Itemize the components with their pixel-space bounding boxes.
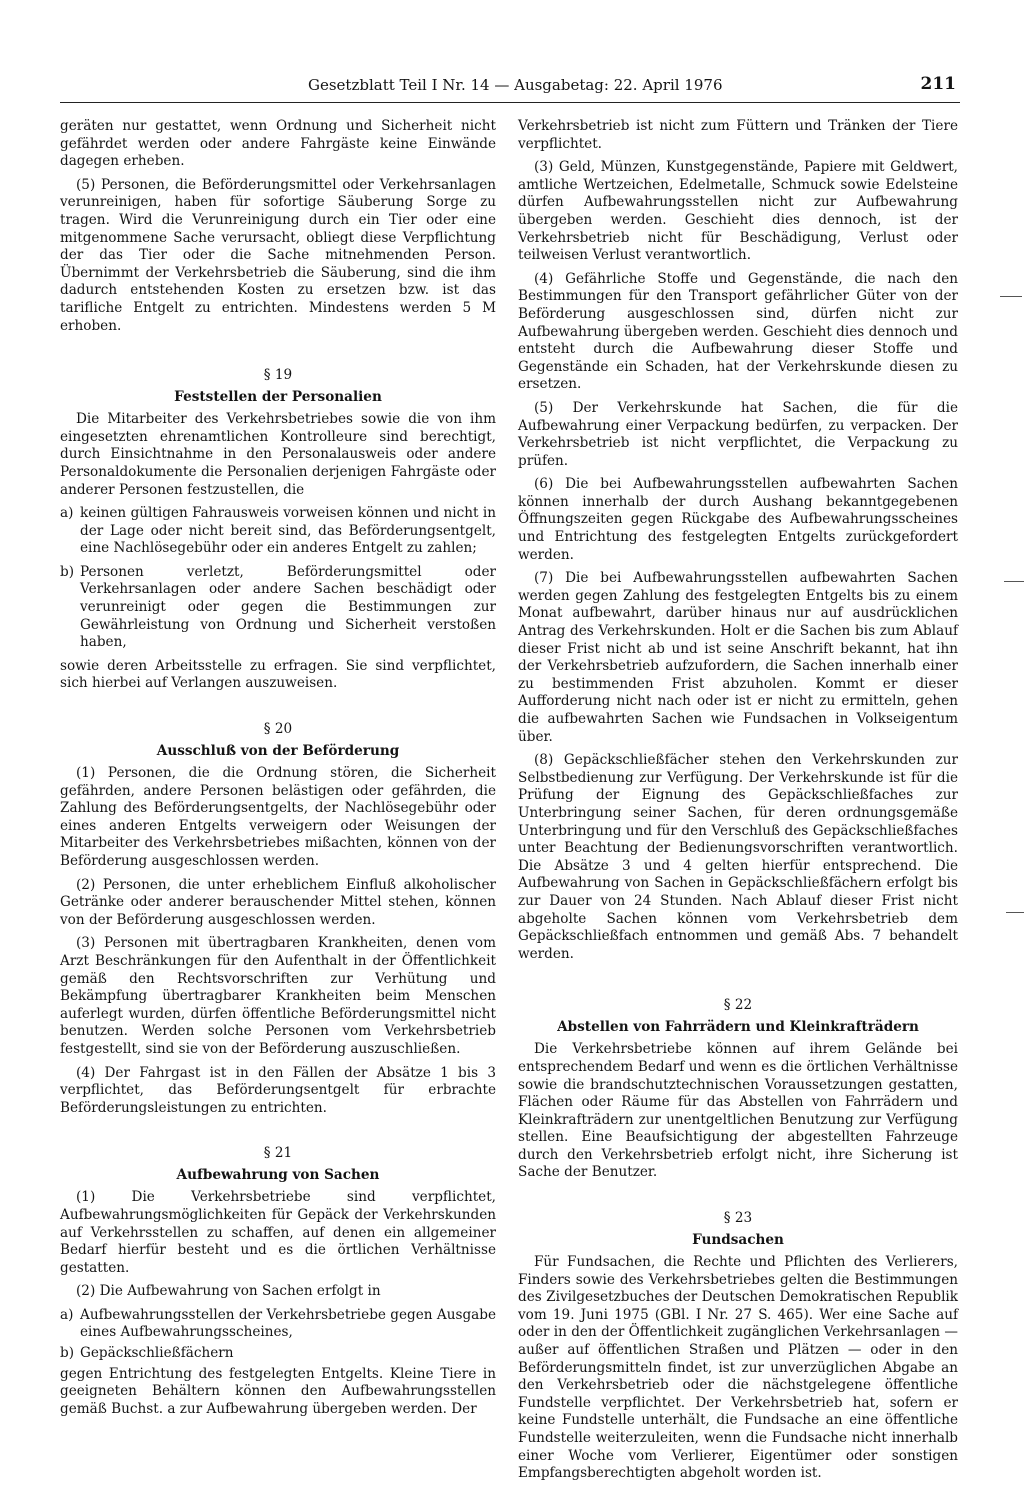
section-heading: Fundsachen (692, 1232, 784, 1249)
paragraph: Die Mitarbeiter des Verkehrsbetriebes sowie die von ihm eingesetzten ehrenamtlichen Kontrolleure sind berechtigt, durch Einsichtnahme in den Personalausweis oder andere Personaldokumente die Personalien derjenigen Fahrgäste oder anderer Personen festzustellen, die (60, 411, 496, 498)
section-heading: Aufbewahrung von Sachen (176, 1167, 380, 1184)
section-number: § 22 (723, 997, 753, 1014)
paragraph: Für Fundsachen, die Rechte und Pflichten des Verlierers, Finders sowie des Verkehrsbetriebes gelten die Bestimmungen des Zivilgesetzbuches der Deutschen Demokratischen Republik vom 19. Juni 1975 (GBl. I Nr. 27 S. 465). Wer eine Sache auf oder in den der Öffentlichkeit zugänglichen Verkehrsanlagen — außer auf öffentlichen Straßen und Plätzen — oder in den Beförderungsmitteln findet, ist zur unverzüglichen Abgabe an den Verkehrsbetrieb oder die nächstgelegene öffentliche Fundstelle verpflichtet. Der Verkehrsbetrieb hat, sofern er keine Fundstelle unterhält, die Fundsache an eine öffentliche Fundstelle weiterzuleiten, wenn die Fundsache nicht innerhalb einer Woche vom Verlierer, Eigentümer oder sonstigen Empfangsberechtigten abgeholt worden ist. (518, 1254, 958, 1482)
paragraph: gegen Entrichtung des festgelegten Entgelts. Kleine Tiere in geeigneten Behältern können den Aufbewahrungsstellen gemäß Buchst. a zur Aufbewahrung übergeben werden. Der (60, 1365, 496, 1417)
section-heading: Ausschluß von der Beförderung (156, 743, 400, 760)
list-item (60, 505, 496, 558)
paragraph: (7) Die bei Aufbewahrungsstellen aufbewahrten Sachen werden gegen Zahlung des festgelegten Entgelts bis zu einem Monat aufbewahrt, darüber hinaus nur auf ausdrücklichen Antrag des Verkehrskunden. Holt er die Sachen bis zum Ablauf dieser Frist nicht ab und ist seine Anschrift bekannt, hat ihn der Verkehrsbetrieb aufzufordern, die Sachen innerhalb einer zu bestimmenden Frist abzuholen. Kommt er dieser Aufforderung nicht nach oder ist er nicht zu ermitteln, gehen die aufbewahrten Sachen wie Fundsachen in Volkseigentum über. (518, 570, 958, 745)
paragraph: (6) Die bei Aufbewahrungsstellen aufbewahrten Sachen können innerhalb der durch Aushang bekanntgegebenen Öffnungszeiten gegen Rückgabe des Aufbewahrungsscheines und Entrichtung des festgelegten Entgelts zurückgefordert werden. (518, 476, 958, 563)
paragraph: (8) Gepäckschließfächer stehen den Verkehrskunden zur Selbstbedienung zur Verfügung. Der Verkehrskunde ist für die Prüfung der Eignung des Gepäckschließfaches zur Unterbringung seiner Sachen, für deren ordnungsgemäße Unterbringung und für den Verschluß des Gepäckschließfaches unter Beachtung der Bedienungsvorschriften verantwortlich. Die Absätze 3 und 4 gelten hierfür entsprechend. Die Aufbewahrung von Sachen in Gepäckschließfächern erfolgt bis zur Dauer von 24 Stunden. Nach Ablauf dieser Frist nicht abgeholte Sachen können vom Verkehrsbetrieb dem Gepäckschließfach entnommen und gemäß Abs. 7 behandelt werden. (518, 752, 958, 962)
paragraph: (2) Personen, die unter erheblichem Einfluß alkoholischer Getränke oder anderer berauschender Mittel stehen, können von der Beförderung ausgeschlossen werden. (60, 876, 496, 928)
list-label: a) (60, 505, 74, 522)
paragraph: (5) Personen, die Beförderungsmittel oder Verkehrsanlagen verunreinigen, haben für sofortige Säuberung Sorge zu tragen. Wird die Verunreinigung durch ein Tier oder eine mitgenommene Sache verursacht, obliegt diese Verpflichtung der das Tier oder die Sache mitnehmenden Person. Übernimmt der Verkehrsbetrieb die Säuberung, sind die ihm dadurch entstehenden Kosten zu ersetzen bzw. ist das tarifliche Entgelt zu entrichten. Mindestens werden 5 M erhoben. (60, 176, 496, 334)
list-item (60, 564, 496, 652)
list-label: b) (60, 1345, 75, 1362)
section-number: § 23 (723, 1210, 753, 1227)
list-text: keinen gültigen Fahrausweis vorweisen können und nicht in der Lage oder nicht bereit sind, das Beförderungsentgelt, eine Nachlösegebühr oder ein anderes Entgelt zu zahlen; (80, 505, 496, 557)
paragraph: Die Verkehrsbetriebe können auf ihrem Gelände bei entsprechendem Bedarf und wenn es die örtlichen Verhältnisse sowie die brandschutztechnischen Voraussetzungen gestatten, Flächen oder Räume für das Abstellen von Fahrrädern und Kleinkrafträdern zur unentgeltlichen Benutzung zur Verfügung stellen. Eine Beaufsichtigung der abgestellten Fahrzeuge durch den Verkehrsbetrieb erfolgt nicht, ihre Sicherung ist Sache der Benutzer. (518, 1041, 958, 1181)
paragraph: (3) Geld, Münzen, Kunstgegenstände, Papiere mit Geldwert, amtliche Wertzeichen, Edelmetalle, Schmuck sowie Edelsteine dürfen Aufbewahrungsstellen nicht zur Aufbewahrung übergeben werden. Geschieht dies dennoch, ist der Verkehrsbetrieb nicht für Beschädigung, Verlust oder teilweisen Verlust verantwortlich. (518, 159, 958, 264)
list-label: b) (60, 563, 75, 580)
page-number: 211 (920, 74, 956, 94)
section-number: § 21 (263, 1145, 293, 1162)
page-header (60, 74, 960, 103)
margin-mark (1006, 912, 1024, 913)
section-heading: Feststellen der Personalien (174, 389, 382, 406)
list-text: Gepäckschließfächern (80, 1345, 234, 1362)
list-text: Personen verletzt, Beförderungsmittel oder Verkehrsanlagen oder andere Sachen beschädigt oder verunreinigt oder gegen die Bestimmungen zur Gewährleistung von Ordnung und Sicherheit verstoßen haben, (80, 563, 496, 651)
paragraph: geräten nur gestattet, wenn Ordnung und Sicherheit nicht gefährdet werden oder andere Fahrgäste keine Einwände dagegen erheben. (60, 118, 496, 170)
section-heading: Abstellen von Fahrrädern und Kleinkrafträdern (557, 1019, 919, 1036)
paragraph: (4) Der Fahrgast ist in den Fällen der Absätze 1 bis 3 verpflichtet, das Beförderungsentgelt für erbrachte Beförderungsleistungen zu entrichten. (60, 1064, 496, 1116)
list-label: a) (60, 1306, 74, 1323)
paragraph: (1) Die Verkehrsbetriebe sind verpflichtet, Aufbewahrungsmöglichkeiten für Gepäck der Verkehrskunden auf Verkehrsstellen zu schaffen, auf denen ein allgemeiner Bedarf hierfür besteht und es die örtlichen Verhältnisse gestatten. (60, 1189, 496, 1276)
section-number: § 20 (263, 721, 293, 738)
left-column (60, 118, 496, 1424)
paragraph: (2) Die Aufbewahrung von Sachen erfolgt in (76, 1283, 381, 1300)
paragraph: (1) Personen, die die Ordnung stören, die Sicherheit gefährden, andere Personen belästigen oder gefährden, die Zahlung des Beförderungsentgelts, der Nachlösegebühr oder eines anderen Entgelts verweigern oder Weisungen der Mitarbeiter des Verkehrsbetriebes mißachten, können von der Beförderung ausgeschlossen werden. (60, 765, 496, 869)
list-text: Aufbewahrungsstellen der Verkehrsbetriebe gegen Ausgabe eines Aufbewahrungsscheines, (80, 1306, 496, 1341)
paragraph: (5) Der Verkehrskunde hat Sachen, die für die Aufbewahrung einer Verpackung bedürfen, zu verpacken. Der Verkehrsbetrieb ist nicht verpflichtet, die Verpackung zu prüfen. (518, 399, 958, 469)
list-item (60, 1307, 496, 1342)
section-number: § 19 (263, 367, 293, 384)
paragraph: (3) Personen mit übertragbaren Krankheiten, denen vom Arzt Beschränkungen für den Aufenthalt in der Öffentlichkeit gemäß den Rechtsvorschriften zur Verhütung und Bekämpfung übertragbarer Krankheiten beim Menschen auferlegt wurden, dürfen öffentliche Beförderungsmittel nicht benutzen. Werden solche Personen vom Verkehrsbetrieb festgestellt, sind sie von der Beförderung auszuschließen. (60, 935, 496, 1057)
paragraph: (4) Gefährliche Stoffe und Gegenstände, die nach den Bestimmungen für den Transport gefährlicher Güter von der Beförderung ausgeschlossen sind, dürfen nicht zur Aufbewahrung übergeben werden. Geschieht dies dennoch und entsteht durch die Aufbewahrung dieser Stoffe und Gegenstände ein Schaden, hat der Verkehrskunde diesen zu ersetzen. (518, 270, 958, 393)
margin-mark (1000, 296, 1022, 297)
list-item (60, 1345, 496, 1363)
paragraph: Verkehrsbetrieb ist nicht zum Füttern und Tränken der Tiere verpflichtet. (518, 118, 958, 152)
header-title: Gesetzblatt Teil I Nr. 14 — Ausgabetag: 22. April 1976 (308, 76, 723, 94)
paragraph: sowie deren Arbeitsstelle zu erfragen. Sie sind verpflichtet, sich hierbei auf Verlangen auszuweisen. (60, 657, 496, 692)
right-column (518, 118, 958, 1489)
margin-mark (1004, 581, 1024, 582)
